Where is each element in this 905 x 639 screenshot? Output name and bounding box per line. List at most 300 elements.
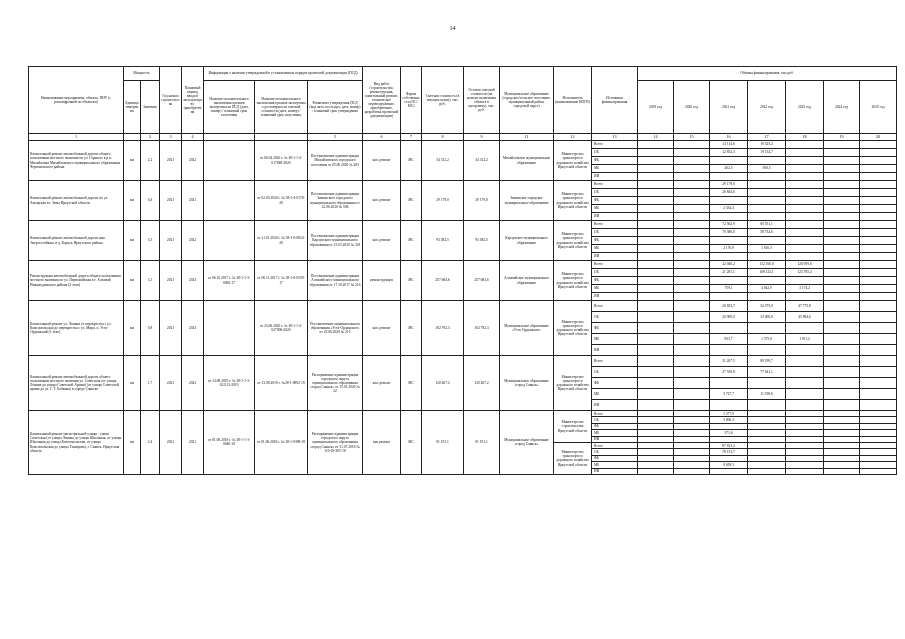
funding-value <box>824 157 860 165</box>
funding-value <box>860 293 897 301</box>
ownership: МС <box>401 221 422 261</box>
municipality: Зиминское городское муниципальное образование <box>500 181 554 221</box>
funding-value <box>748 189 786 197</box>
header-cap-unit: Единица измерения <box>124 81 141 134</box>
funding-value <box>638 157 674 165</box>
funding-value <box>638 400 674 411</box>
funding-value <box>860 189 897 197</box>
column-number <box>255 134 308 141</box>
header-year: 2024 год <box>824 81 860 134</box>
funding-value <box>748 173 786 181</box>
funding-value <box>710 323 748 334</box>
funding-value: 26 844,6 <box>710 189 748 197</box>
planned-year: 2021 <box>182 181 204 221</box>
funding-value <box>860 261 897 269</box>
funding-value <box>824 141 860 149</box>
column-number: 18 <box>786 134 824 141</box>
start-year: 2021 <box>160 261 182 301</box>
header-cost-conclusion: Наличие положительного заключения органов экспертизы о достоверности сметной стоимости (дата, номер) / плановый срок получения <box>255 81 308 134</box>
funding-source: ФБ <box>592 197 638 205</box>
planned-year: 2023 <box>182 301 204 356</box>
remaining-cost: 93 382,5 <box>464 221 500 261</box>
funding-value: 78 153,7 <box>710 449 748 455</box>
funding-value <box>748 400 786 411</box>
work-type: кап. ремонт <box>363 221 401 261</box>
funding-value <box>674 269 710 277</box>
municipality: Муниципальное образование «город Саянск» <box>500 356 554 411</box>
funding-value: 12 852,3 <box>710 149 748 157</box>
planned-year: 2022 <box>182 221 204 261</box>
column-number: 9 <box>464 134 500 141</box>
funding-source: ИИ <box>592 436 638 442</box>
funding-value <box>710 345 748 356</box>
capacity-value: 3,3 <box>141 221 160 261</box>
funding-value <box>674 165 710 173</box>
ownership: МС <box>401 141 422 181</box>
approval-details: Постановление администрации Алзамайского муниципального образования от 17.10.2017 № 216 <box>308 261 363 301</box>
municipality: Михайловское муниципальное образование <box>500 141 554 181</box>
funding-source: ФБ <box>592 455 638 461</box>
funding-source: ФБ <box>592 323 638 334</box>
remaining-cost: 34 312,2 <box>464 141 500 181</box>
work-type: кап. ремонт <box>363 301 401 356</box>
funding-value <box>710 468 748 474</box>
funding-value: 262,3 <box>710 165 748 173</box>
remaining-cost: 120 467,2 <box>464 356 500 411</box>
funding-source: ИИ <box>592 400 638 411</box>
funding-value: 390,5 <box>748 165 786 173</box>
funding-value <box>638 229 674 237</box>
funding-value: 108 123,1 <box>748 269 786 277</box>
funding-value <box>860 229 897 237</box>
funding-value <box>786 237 824 245</box>
column-number: 2 <box>141 134 160 141</box>
funding-value: 45 864,6 <box>786 312 824 323</box>
funding-value <box>748 378 786 389</box>
funding-value: 22 040,2 <box>710 261 748 269</box>
header-ownership: Форма собственности (ОС/МС) <box>401 67 422 134</box>
column-number: 3 <box>160 134 182 141</box>
table-row <box>29 301 897 312</box>
start-year: 2021 <box>160 356 182 411</box>
funding-value <box>824 323 860 334</box>
funding-value <box>638 285 674 293</box>
executor: Министерство строительства Иркутской области <box>554 411 592 443</box>
funding-value <box>860 253 897 261</box>
funding-value <box>860 378 897 389</box>
funding-value: 3 006,3 <box>710 417 748 423</box>
funding-value <box>748 205 786 213</box>
funding-source: Всего <box>592 221 638 229</box>
funding-value <box>638 301 674 312</box>
header-year: 2019 год <box>638 81 674 134</box>
funding-value <box>860 468 897 474</box>
funding-value <box>786 367 824 378</box>
funding-value: 34 375,0 <box>748 301 786 312</box>
funding-value <box>860 205 897 213</box>
funding-value: 11 558,6 <box>748 389 786 400</box>
funding-value: 3 377,9 <box>710 411 748 417</box>
funding-value <box>674 197 710 205</box>
funding-value <box>638 189 674 197</box>
column-number: 16 <box>710 134 748 141</box>
funding-value <box>674 285 710 293</box>
expertise-conclusion <box>204 181 255 221</box>
funding-value <box>786 323 824 334</box>
funding-value <box>786 378 824 389</box>
funding-value <box>638 378 674 389</box>
column-number: 1 <box>29 134 124 141</box>
capacity-unit: км <box>124 141 141 181</box>
funding-value <box>748 277 786 285</box>
funding-value <box>786 345 824 356</box>
funding-source: МБ <box>592 165 638 173</box>
funding-value <box>824 253 860 261</box>
funding-value <box>860 345 897 356</box>
estimated-cost: 257 684,6 <box>422 261 464 301</box>
funding-value <box>860 269 897 277</box>
column-number: 19 <box>824 134 860 141</box>
funding-value <box>824 334 860 345</box>
funding-value: 19 134,7 <box>748 149 786 157</box>
funding-value <box>824 173 860 181</box>
funding-source: МБ <box>592 205 638 213</box>
funding-value <box>748 293 786 301</box>
funding-source: ИИ <box>592 345 638 356</box>
funding-value <box>824 356 860 367</box>
funding-source: МБ <box>592 430 638 436</box>
funding-value: 19 525,2 <box>748 141 786 149</box>
funding-value <box>860 301 897 312</box>
funding-value <box>824 221 860 229</box>
funding-value: 1 911,2 <box>786 334 824 345</box>
funding-value <box>638 245 674 253</box>
funding-value <box>824 277 860 285</box>
table-row <box>29 67 897 81</box>
cost-conclusion: от 23.06.2020 г. № 38-1-1-2-027006-2020 <box>255 301 308 356</box>
funding-source: Всего <box>592 411 638 417</box>
approval-details: Постановление администрации Михайловского городского поселения от 05.06.2020 № 283 <box>308 141 363 181</box>
funding-value: 13 114,6 <box>710 141 748 149</box>
funding-value <box>638 468 674 474</box>
funding-value <box>674 237 710 245</box>
funding-value <box>674 149 710 157</box>
funding-value <box>860 312 897 323</box>
funding-source: Всего <box>592 181 638 189</box>
funding-value <box>710 173 748 181</box>
funding-value: 3 727,7 <box>710 389 748 400</box>
funding-value <box>824 301 860 312</box>
funding-value: 759,1 <box>710 285 748 293</box>
funding-value <box>824 345 860 356</box>
object-name: Капитальный ремонт магистральной улицы - улица Советская (от улицы Ленина до улицы Школьная, от улицы Школьная до улицы Комсомольская, от улицы Комсомольская до улицы Тимирова), г. Саянск, Иркутская область <box>29 411 124 475</box>
funding-value <box>786 468 824 474</box>
approval-details: Постановление муниципального образования «Усть-Ордынское» от 23.06.2020 № 215 <box>308 301 363 356</box>
table-row <box>29 134 897 141</box>
remaining-cost: 29 179,0 <box>464 181 500 221</box>
header-year: 2020 год <box>674 81 710 134</box>
capacity-value: 2,4 <box>141 411 160 475</box>
approval-details: Распоряжение администрации городского округа муниципального образования «город Саянск» от 31.07.2018 № 110-29-305-18 <box>308 411 363 475</box>
funding-value: 77 641,1 <box>748 367 786 378</box>
approval-details: Распоряжение администрации городского округа муниципального образования «город Саянск» от 15.01.2020 № 22 <box>308 356 363 411</box>
funding-value <box>674 378 710 389</box>
ownership: МС <box>401 261 422 301</box>
column-number: 15 <box>674 134 710 141</box>
executor: Министерство транспорта и дорожного хозяйства Иркутской области <box>554 181 592 221</box>
executor: Министерство транспорта и дорожного хозяйства Иркутской области <box>554 221 592 261</box>
funding-value: 31 267,5 <box>710 356 748 367</box>
estimated-cost: 120 467,2 <box>422 356 464 411</box>
capacity-unit: км <box>124 301 141 356</box>
cost-conclusion: от 13.08.2019 г. №38-1-0892-19 <box>255 356 308 411</box>
ownership: МС <box>401 411 422 475</box>
ownership: МС <box>401 181 422 221</box>
funding-value <box>860 277 897 285</box>
remaining-cost: 91 191,1 <box>464 411 500 475</box>
funding-value <box>860 245 897 253</box>
funding-source: ОБ <box>592 367 638 378</box>
funding-value <box>638 334 674 345</box>
funding-value <box>674 356 710 367</box>
funding-value: 1 375,0 <box>748 334 786 345</box>
remaining-cost: 102 792,3 <box>464 301 500 356</box>
capacity-unit: км <box>124 356 141 411</box>
header-cap-value: Значение <box>141 81 160 134</box>
column-number <box>124 134 141 141</box>
funding-value <box>638 173 674 181</box>
funding-value <box>674 261 710 269</box>
funding-value <box>710 378 748 389</box>
column-number: 11 <box>500 134 554 141</box>
funding-value: 371,6 <box>710 430 748 436</box>
funding-source: ФБ <box>592 423 638 429</box>
header-estimated-cost: Сметная стоимость (в текущих ценах), тыс. руб. <box>422 67 464 134</box>
funding-value <box>786 229 824 237</box>
funding-value <box>674 367 710 378</box>
funding-value <box>860 285 897 293</box>
funding-value <box>748 323 786 334</box>
funding-value <box>748 345 786 356</box>
funding-value <box>786 253 824 261</box>
funding-value <box>674 213 710 221</box>
funding-value <box>674 389 710 400</box>
ownership: МС <box>401 356 422 411</box>
funding-value: 60 551,1 <box>748 221 786 229</box>
work-type: кап.ремонт <box>363 411 401 475</box>
funding-value <box>786 173 824 181</box>
header-work-type: Вид работ (строительство, реконструкция, капитальный ремонт, техническое перевооружение, приобретение, разработка проектной документации) <box>363 67 401 134</box>
funding-value <box>786 149 824 157</box>
column-number: 14 <box>638 134 674 141</box>
table-row <box>29 181 897 189</box>
object-name: Капитальный ремонт автомобильной дороги ния Энергостойкая» в д. Карлук Иркутского района <box>29 221 124 261</box>
funding-value <box>824 389 860 400</box>
funding-value <box>860 221 897 229</box>
funding-value <box>748 157 786 165</box>
header-approval: Реквизиты утверждения ПСД (вид акта, кто издал, дата, номер) / плановый срок утверждения <box>308 81 363 134</box>
funding-source: ОБ <box>592 229 638 237</box>
funding-value <box>824 189 860 197</box>
work-type: кап. ремонт <box>363 181 401 221</box>
header-name: Наименование мероприятия, объекта, ПНУ (с расшифровкой по объектам) <box>29 67 124 134</box>
funding-source: ФБ <box>592 237 638 245</box>
funding-source: Всего <box>592 356 638 367</box>
funding-value: 29 179,0 <box>710 181 748 189</box>
expertise-conclusion: от 14.08.2019 г. № 38-1-1-3-021112-2019 <box>204 356 255 411</box>
funding-source: МБ <box>592 285 638 293</box>
funding-value: 87 813,2 <box>710 442 748 448</box>
capacity-unit: км <box>124 261 141 301</box>
cost-conclusion: от 02.03.2020 г. № 38-1-4-0178-20 <box>255 181 308 221</box>
funding-source: ОБ <box>592 417 638 423</box>
remaining-cost: 257 684,6 <box>464 261 500 301</box>
funding-value <box>710 157 748 165</box>
table-row <box>29 141 897 149</box>
column-number: 17 <box>748 134 786 141</box>
start-year: 2021 <box>160 411 182 475</box>
capacity-unit: км <box>124 411 141 475</box>
capacity-value: 0,4 <box>141 181 160 221</box>
funding-value <box>748 237 786 245</box>
funding-value <box>674 293 710 301</box>
funding-value <box>824 400 860 411</box>
funding-value <box>674 468 710 474</box>
funding-value <box>674 189 710 197</box>
funding-value: 89 199,7 <box>748 356 786 367</box>
funding-value <box>786 157 824 165</box>
start-year: 2021 <box>160 141 182 181</box>
funding-source: ИИ <box>592 468 638 474</box>
funding-source: ИИ <box>592 173 638 181</box>
capacity-value: 1,7 <box>141 356 160 411</box>
funding-source: ИИ <box>592 213 638 221</box>
funding-value <box>786 245 824 253</box>
capacity-value: 2,2 <box>141 141 160 181</box>
object-name: Реконструкция автомобильной дороги общего пользования местного значения по ул. Первомайская в г. Алзамай Нижнеудинского района (2 этап) <box>29 261 124 301</box>
funding-value <box>824 269 860 277</box>
funding-value <box>710 277 748 285</box>
funding-value <box>824 245 860 253</box>
cost-conclusion: от 21.01.2020 г. № 38-1-6-0024-20 <box>255 221 308 261</box>
funding-value: 4 042,9 <box>748 285 786 293</box>
funding-value <box>824 229 860 237</box>
funding-value <box>860 149 897 157</box>
page-number: 14 <box>449 26 456 32</box>
funding-value: 47 775,8 <box>786 301 824 312</box>
planned-year: 2022 <box>182 141 204 181</box>
funding-value <box>674 323 710 334</box>
funding-value <box>638 149 674 157</box>
estimated-cost: 29 179,0 <box>422 181 464 221</box>
funding-value <box>638 345 674 356</box>
table-row <box>29 356 897 367</box>
estimated-cost: 34 312,2 <box>422 141 464 181</box>
funding-value <box>748 197 786 205</box>
funding-value <box>638 367 674 378</box>
funding-value <box>748 468 786 474</box>
funding-value <box>786 189 824 197</box>
funding-value <box>786 293 824 301</box>
header-sources: Источники финансирования <box>592 67 638 134</box>
executor: Министерство транспорта и дорожного хозяйства Иркутской области <box>554 261 592 301</box>
expertise-conclusion <box>204 141 255 181</box>
funding-source: Всего <box>592 141 638 149</box>
funding-value <box>824 285 860 293</box>
funding-value <box>674 400 710 411</box>
funding-source: ОБ <box>592 189 638 197</box>
funding-value <box>860 389 897 400</box>
estimated-cost: 102 792,3 <box>422 301 464 356</box>
start-year: 2021 <box>160 301 182 356</box>
funding-value <box>824 197 860 205</box>
funding-value <box>710 213 748 221</box>
funding-value <box>674 181 710 189</box>
funding-value <box>860 165 897 173</box>
header-capacity: Мощность <box>124 67 160 81</box>
executor: Министерство транспорта и дорожного хозяйства Иркутской области <box>554 356 592 411</box>
funding-value <box>786 205 824 213</box>
funding-value <box>710 400 748 411</box>
funding-value <box>786 197 824 205</box>
column-number: 8 <box>422 134 464 141</box>
column-number: 4 <box>182 134 204 141</box>
column-number <box>204 134 255 141</box>
funding-value <box>674 157 710 165</box>
header-year: 2021 год <box>710 81 748 134</box>
estimated-cost: 93 382,5 <box>422 221 464 261</box>
funding-source: ФБ <box>592 277 638 285</box>
funding-value <box>748 213 786 221</box>
funding-value <box>860 237 897 245</box>
funding-value: 58 734,6 <box>748 229 786 237</box>
funding-value <box>674 312 710 323</box>
funding-value: 123 785,4 <box>786 269 824 277</box>
capacity-value: 0,8 <box>141 301 160 356</box>
start-year: 2021 <box>160 221 182 261</box>
cost-conclusion: от 06.11.2017 г. № 38-1-6-0359-17 <box>255 261 308 301</box>
municipality: Муниципальное образование «Усть-Ордынское» <box>500 301 554 356</box>
funding-value: 126 959,6 <box>786 261 824 269</box>
funding-value <box>860 356 897 367</box>
executor: Министерство транспорта и дорожного хозяйства Иркутской области <box>554 301 592 356</box>
funding-value <box>860 197 897 205</box>
expertise-conclusion: от 06.10.2017 г. № 38-1-1-3-0082-17 <box>204 261 255 301</box>
funding-value <box>638 356 674 367</box>
funding-source: ОБ <box>592 449 638 455</box>
funding-value <box>638 323 674 334</box>
municipality: Алзамайское муниципальное образование <box>500 261 554 301</box>
funding-value <box>674 173 710 181</box>
funding-value <box>674 301 710 312</box>
header-year: 2022 год <box>748 81 786 134</box>
start-year: 2021 <box>160 181 182 221</box>
funding-value <box>786 400 824 411</box>
funding-value: 20 833,7 <box>710 301 748 312</box>
object-name: Капитальный ремонт автомобильной дороги общего пользования местного значения ул. Советская (от улицы Ленина до улицы Советской Армии) (от улицы Советской армии до ул. Г. Т. Бабкина) в городе Саянске <box>29 356 124 411</box>
funding-value <box>824 312 860 323</box>
funding-value <box>860 334 897 345</box>
funding-value <box>786 277 824 285</box>
funding-value <box>674 345 710 356</box>
funding-value <box>860 213 897 221</box>
funding-value <box>824 165 860 173</box>
funding-value <box>638 237 674 245</box>
funding-value <box>638 261 674 269</box>
capacity-unit: км <box>124 181 141 221</box>
funding-value <box>786 221 824 229</box>
funding-value <box>638 165 674 173</box>
